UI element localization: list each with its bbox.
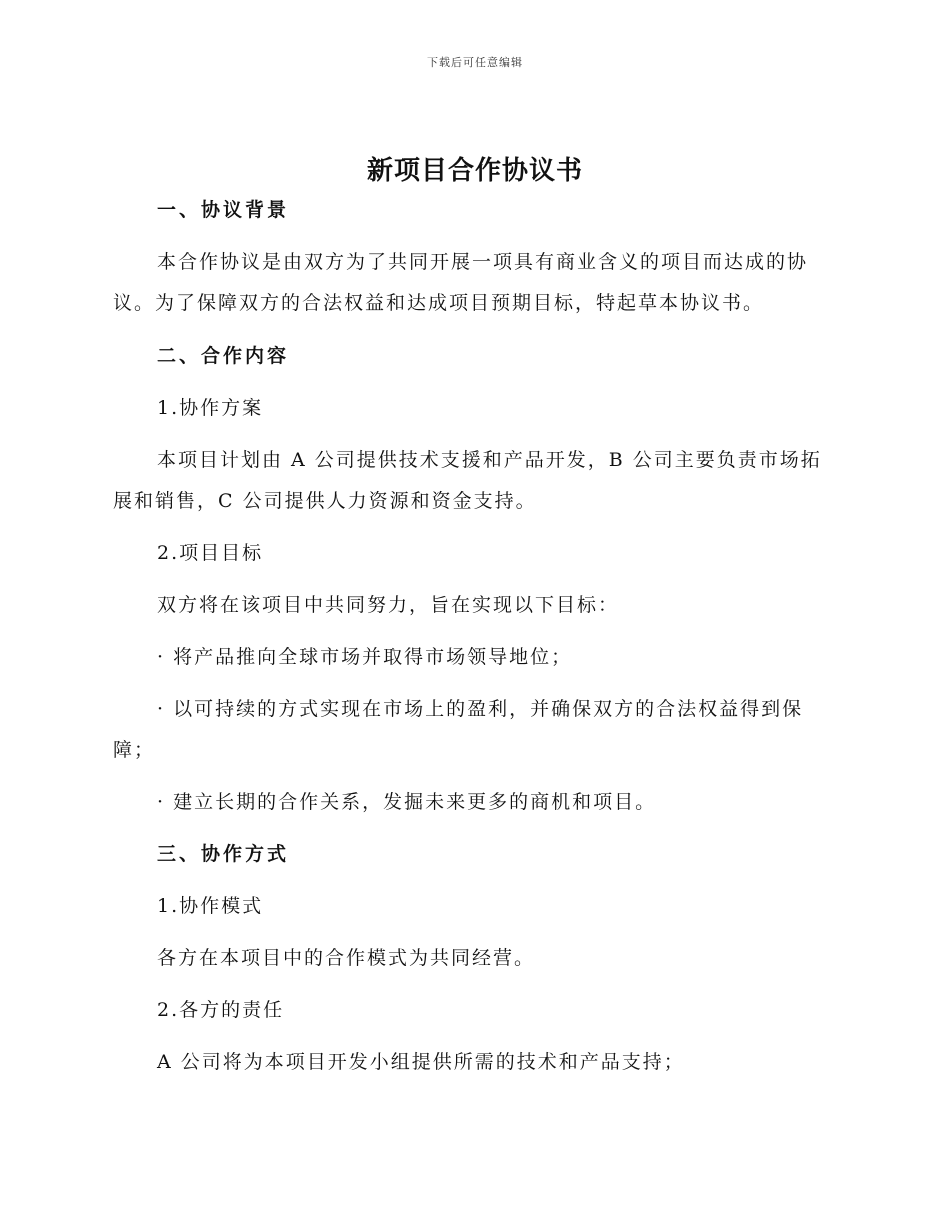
bullet-item: · 将产品推向全球市场并取得市场领导地位； (157, 646, 573, 668)
paragraph-line: 各方在本项目中的合作模式为共同经营。 (157, 947, 536, 969)
bullet-item: · 建立长期的合作关系，发掘未来更多的商机和项目。 (157, 791, 657, 813)
subheading-responsibilities: 2.各方的责任 (157, 999, 285, 1021)
subheading-mode: 1.协作模式 (157, 895, 264, 917)
paragraph-line: 议。为了保障双方的合法权益和达成项目预期目标，特起草本协议书。 (113, 292, 765, 314)
bullet-item-continuation: 障； (113, 739, 156, 761)
paragraph-line: 本项目计划由 A 公司提供技术支援和产品开发，B 公司主要负责市场拓 (157, 449, 822, 471)
bullet-item: · 以可持续的方式实现在市场上的盈利，并确保双方的合法权益得到保 (157, 698, 804, 720)
paragraph-line: 双方将在该项目中共同努力，旨在实现以下目标： (157, 594, 620, 616)
subheading-goals: 2.项目目标 (157, 542, 264, 564)
paragraph-line: A 公司将为本项目开发小组提供所需的技术和产品支持； (157, 1051, 685, 1073)
page-header-note: 下载后可任意编辑 (427, 56, 523, 69)
section-heading-content: 二、合作内容 (157, 345, 290, 367)
section-heading-background: 一、协议背景 (157, 199, 290, 221)
paragraph-line: 本合作协议是由双方为了共同开展一项具有商业含义的项目而达成的协 (157, 251, 809, 273)
subheading-plan: 1.协作方案 (157, 397, 264, 419)
document-title: 新项目合作协议书 (366, 156, 583, 186)
paragraph-line: 展和销售，C 公司提供人力资源和资金支持。 (113, 490, 537, 512)
section-heading-method: 三、协作方式 (157, 843, 290, 865)
